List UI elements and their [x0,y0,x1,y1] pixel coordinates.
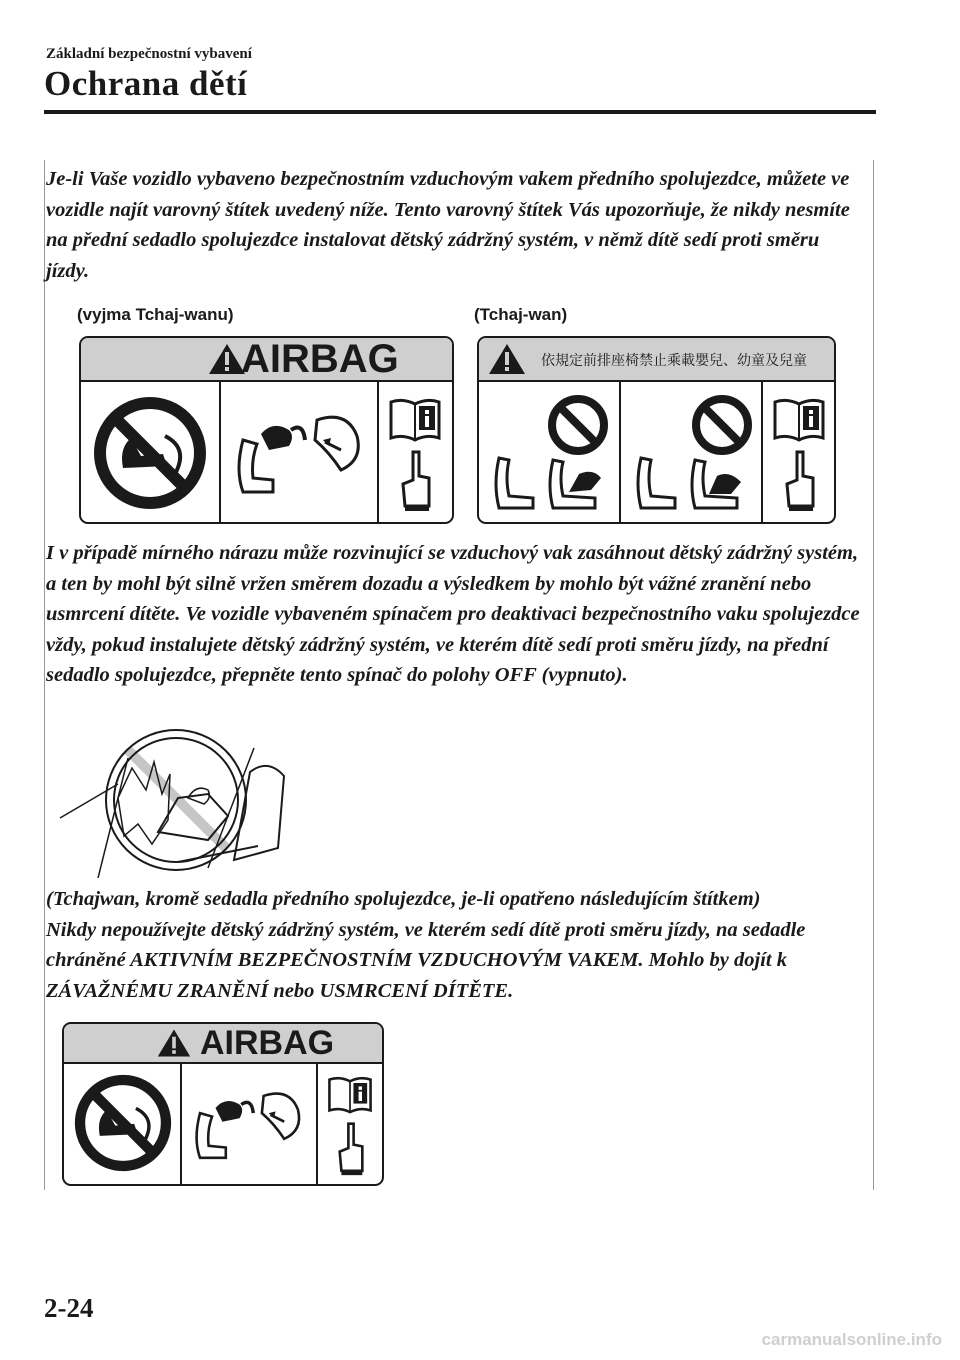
pointing-hand-icon [336,1122,366,1176]
margin-line-left [44,160,45,1190]
label-cell [619,382,621,522]
taiwan-title: 依規定前排座椅禁止乘載嬰兒、幼童及兒童 [541,353,807,369]
no-rear-facing-seat-icon [93,396,207,510]
header-rule [44,110,876,114]
airbag-deploy-icon [188,1078,310,1174]
intro-paragraph: Je-li Vaše vozidlo vybaveno bezpečnostním vzduchovým vakem předního spolujezdce, můžete ve vozidle najít varovný štítek uvedený níže. Tento varovný štítek Vás upozorňuje, že nikdy nesmíte na přední sedadlo spolujezdce instalovat dětský zádržný systém, v němž dítě sedí proti směru jízdy. [46,168,850,282]
margin-line-right [873,160,874,1190]
label-cell [180,1064,182,1184]
section-header: Základní bezpečnostní vybavení [46,46,252,62]
warning-paragraph: I v případě mírného nárazu může rozvinující se vzduchový vak zasáhnout dětský zádržný systém, a ten by mohl být silně vržen směrem dozadu a výsledkem by mohlo být vážné zranění nebo usmrcení dítěte. Ve vozidle vybaveném spínačem pro deaktivaci bezpečnostního vaku spolujezdce vždy, pokud instalujete dětský zádržný systém, ve kterém dítě sedí proti směru jízdy, na přední sedadlo spolujezdce, přepněte tento spínač do polohy OFF (vypnuto). [46,542,860,686]
label-cell [316,1064,318,1184]
airbag-deploy-icon [229,400,371,510]
pointing-hand-icon [399,450,433,512]
airbag-warning-label [79,336,454,524]
prohibition-circle-icon [545,392,611,458]
caption-non-taiwan: (vyjma Tchaj-wanu) [77,305,234,324]
child-seat-icon [545,454,611,514]
airbag-title: AIRBAG [241,337,399,381]
prohibition-circle-icon [689,392,755,458]
label-cell [219,382,221,522]
airbag-impact-illustration [58,728,298,878]
footer-watermark: carmanualsonline.info [761,1330,942,1349]
pointing-hand-icon [783,450,817,512]
seat-icon [489,454,539,514]
child-seat-icon [687,454,753,514]
airbag-warning-label-bottom [62,1022,384,1186]
warning-triangle-icon [156,1027,192,1059]
taiwan-warning-label [477,336,836,524]
airbag-title-bottom: AIRBAG [200,1024,335,1062]
manual-book-icon [387,396,443,444]
manual-book-icon [771,396,827,444]
manual-book-icon [326,1074,374,1116]
no-rear-facing-seat-icon [74,1074,172,1172]
chapter-title: Ochrana dětí [44,64,248,103]
page-number: 2-24 [44,1293,94,1323]
label-cell [761,382,763,522]
caption-taiwan: (Tchaj-wan) [474,305,568,324]
label-cell [377,382,379,522]
taiwan-paragraph: (Tchajwan, kromě sedadla předního spolujezdce, je-li opatřeno následujícím štítkem) Nikdy nepoužívejte dětský zádržný systém, ve kterém sedí dítě proti směru jízdy, na sedadle chráněné AKTIVNÍM BEZPEČNOSTNÍM VZDUCHOVÝM VAKEM. Mohlo by dojít k ZÁVAŽNÉMU ZRANĚNÍ nebo USMRCENÍ DÍTĚTE. [46,888,806,1002]
warning-triangle-icon [487,342,527,376]
seat-icon [631,454,681,514]
